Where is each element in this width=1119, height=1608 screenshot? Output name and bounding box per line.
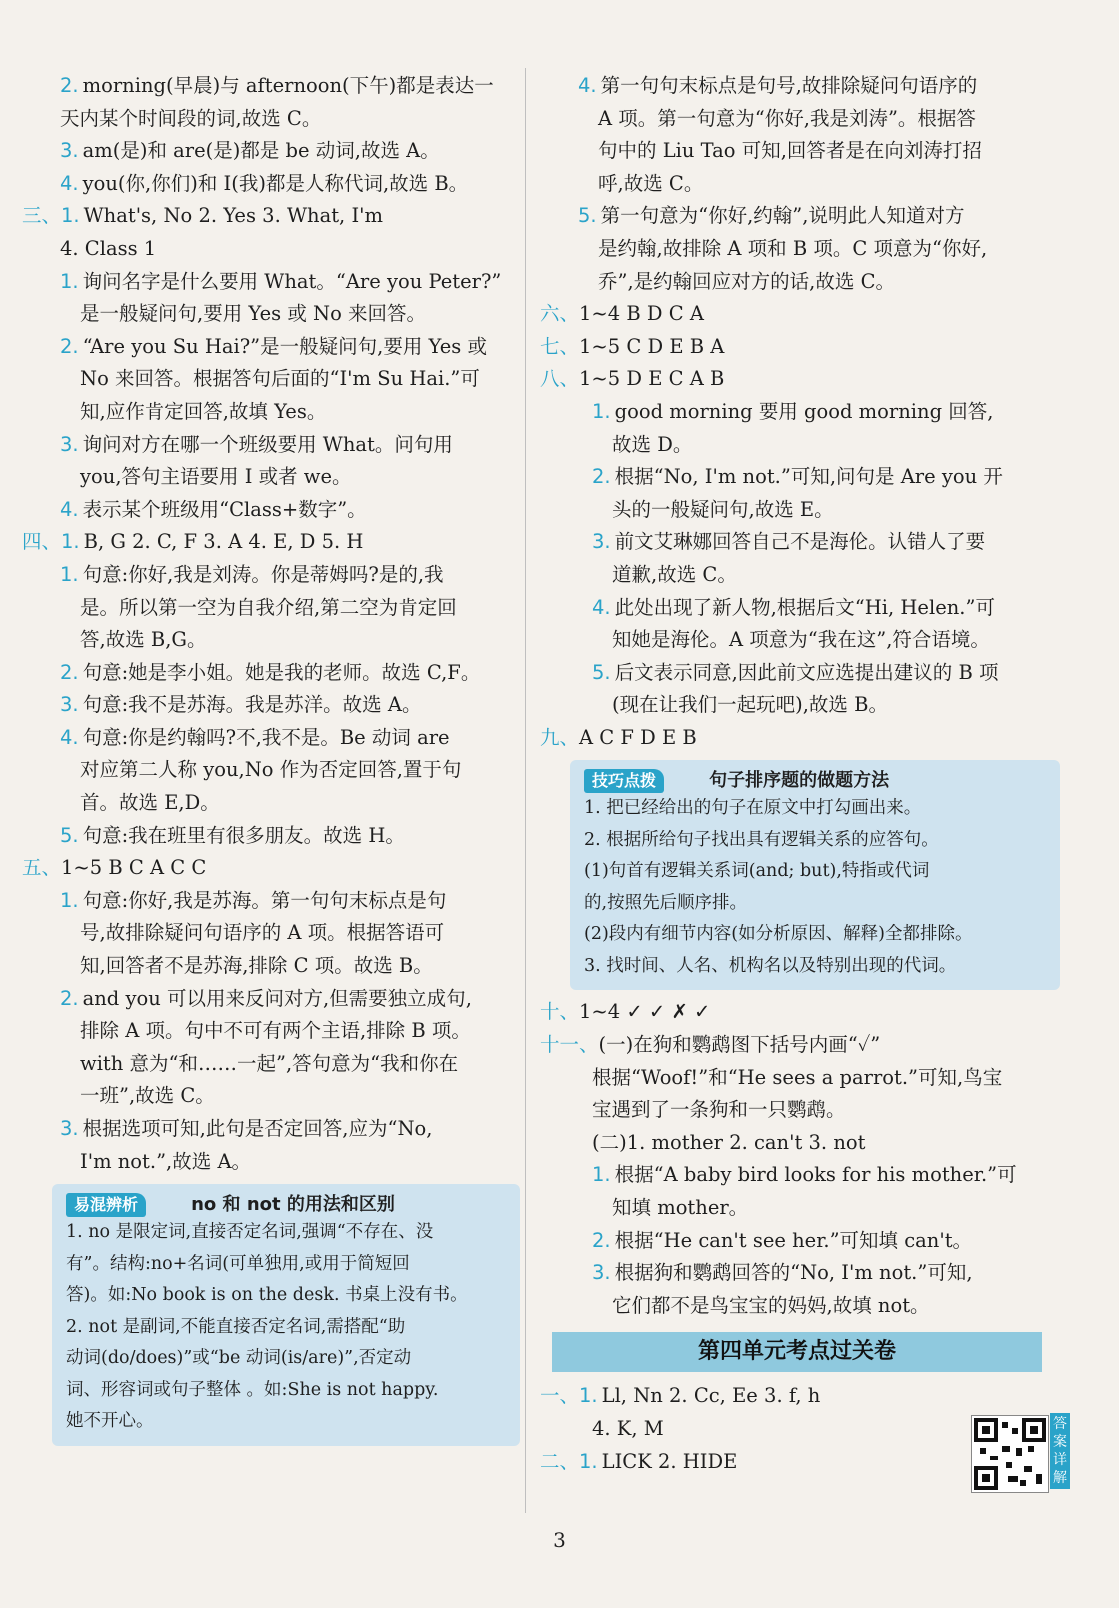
answer-line [22,396,520,429]
line-text: 前文艾琳娜回答自己不是海伦。认错人了要 [614,530,986,554]
section-marker: 六、 [540,302,580,326]
box-line: 2. not 是副词,不能直接否定名词,需搭配“助 [66,1316,406,1337]
item-number: 1. [579,1449,598,1473]
line-text: A C F D E B [579,725,697,749]
answer-line [22,1080,520,1113]
line-text: 1~4 ✓ ✓ ✗ ✓ [579,1000,711,1024]
line-text: 是约翰,故排除 A 项和 B 项。C 项意为“你好, [598,236,988,260]
item-number: 3. [60,432,79,456]
line-text: 首。故选 E,D。 [80,791,220,815]
line-text: 句意:我不是苏海。我是苏洋。故选 A。 [82,693,422,717]
answer-line [22,917,520,950]
item-number: 4. [592,595,611,619]
answer-line [540,331,1060,364]
item-number: 5. [578,204,597,228]
box-line: 3. 找时间、人名、机构名以及特别出现的代词。 [584,955,957,976]
line-text: you(你,你们)和 I(我)都是人称代词,故选 B。 [82,171,469,195]
answer-line [22,526,520,559]
item-number: 5. [60,823,79,847]
line-text: 知,应作肯定回答,故填 Yes。 [80,399,327,423]
answer-line [540,1290,1060,1323]
answer-line [540,396,1060,429]
line-text: 第一句意为“你好,约翰”,说明此人知道对方 [600,204,965,228]
box-lines [584,793,1048,982]
line-text: 它们都不是鸟宝宝的妈妈,故填 not。 [612,1293,930,1317]
confusion-tip-box [52,1184,520,1446]
answer-line [540,1094,1060,1127]
line-text: 句意:你好,我是刘涛。你是蒂姆吗?是的,我 [82,562,444,586]
line-text: 是一般疑问句,要用 Yes 或 No 来回答。 [80,302,427,326]
left-column [22,70,520,1452]
answer-line [22,657,520,690]
right-column [540,70,1060,1478]
box-line: 1. no 是限定词,直接否定名词,强调“不存在、没 [66,1222,434,1243]
line-text: 道歉,故选 C。 [612,562,737,586]
box-line: 答)。如:No book is on the desk. 书桌上没有书。 [66,1285,468,1306]
item-number: 3. [60,139,79,163]
item-number: 3. [592,1261,611,1285]
line-text: No 来回答。根据答句后面的“I'm Su Hai.”可 [80,367,480,391]
answer-line [22,103,520,136]
line-text: 此处出现了新人物,根据后文“Hi, Helen.”可 [614,595,995,619]
answer-line [540,722,1060,755]
section-marker: 一、 [540,1384,580,1408]
line-text: 故选 D。 [612,432,693,456]
line-text: 句意:她是李小姐。她是我的老师。故选 C,F。 [82,660,481,684]
line-text: Ll, Nn 2. Cc, Ee 3. f, h [601,1384,821,1408]
answer-line [540,657,1060,690]
skill-tip-box [570,760,1060,990]
answer-line [22,494,520,527]
line-text: 4. K, M [592,1417,664,1440]
line-text: B, G 2. C, F 3. A 4. E, D 5. H [83,530,364,554]
answer-line [22,885,520,918]
right-answer-lines [540,70,1060,754]
line-text: 一班”,故选 C。 [80,1084,215,1108]
answer-line [22,820,520,853]
line-text: 根据“No, I'm not.”可知,问句是 Are you 开 [614,465,1003,489]
answer-line [540,1225,1060,1258]
item-number: 1. [592,1163,611,1187]
line-text: (一)在狗和鹦鹉图下括号内画“✓” [598,1033,881,1057]
section-marker: 八、 [540,367,580,391]
section-marker: 四、 [22,530,62,554]
line-text: 知填 mother。 [612,1196,749,1220]
answer-line [540,168,1060,201]
answer-line [22,787,520,820]
box-line: 她不开心。 [66,1411,154,1432]
line-text: 乔”,是约翰回应对方的话,故选 C。 [598,269,895,293]
answer-line [540,429,1060,462]
answer-line [22,1146,520,1179]
line-text: 句意:你是约翰吗?不,我不是。Be 动词 are [82,725,450,749]
unit-title: 第四单元考点过关卷 [552,1332,1042,1372]
box-lines [66,1217,508,1438]
answer-line [22,135,520,168]
line-text: What's, No 2. Yes 3. What, I'm [83,204,383,228]
line-text: 句意:我在班里有很多朋友。故选 H。 [82,823,405,847]
box-line: (1)句首有逻辑关系词(and; but),特指或代词 [584,861,930,882]
answer-line [540,461,1060,494]
answer-line [540,494,1060,527]
section-marker: 七、 [540,334,580,358]
answer-line [540,103,1060,136]
page-number: 3 [553,1528,566,1552]
item-number: 1. [60,562,79,586]
item-number: 2. [592,465,611,489]
line-text: 1~5 D E C A B [579,367,725,391]
line-text: 句意:你好,我是苏海。第一句句末标点是句 [82,888,447,912]
line-text: 表示某个班级用“Class+数字”。 [82,497,367,521]
answer-line [540,233,1060,266]
answer-line [22,461,520,494]
column-divider [525,68,526,1513]
answer-line [22,331,520,364]
line-text: A 项。第一句意为“你好,我是刘涛”。根据答 [598,106,976,130]
section-marker: 十一、 [540,1033,599,1057]
answer-line [540,559,1060,592]
line-text: “Are you Su Hai?”是一般疑问句,要用 Yes 或 [82,334,487,358]
line-text: you,答句主语要用 I 或者 we。 [80,465,352,489]
item-number: 2. [592,1228,611,1252]
box-line: 1. 把已经给出的句子在原文中打勾画出来。 [584,798,922,819]
line-text: with 意为“和……一起”,答句意为“我和你在 [80,1051,459,1075]
line-text: good morning 要用 good morning 回答, [614,399,994,423]
answer-line [540,1029,1060,1062]
section-marker: 二、 [540,1449,580,1473]
item-number: 4. [60,497,79,521]
item-number: 3. [60,693,79,717]
answer-line [22,1048,520,1081]
answer-line [22,689,520,722]
item-number: 1. [592,399,611,423]
qr-label: 答案详解 [1050,1413,1070,1489]
answer-line [22,559,520,592]
box-tag: 易混辨析 [66,1193,146,1217]
line-text: 1~4 B D C A [579,302,704,326]
answer-line [540,689,1060,722]
line-text: 是。所以第一空为自我介绍,第二空为肯定回 [80,595,457,619]
answer-line [22,1015,520,1048]
answer-line [540,266,1060,299]
qr-code-icon[interactable] [971,1415,1049,1493]
item-number: 2. [60,334,79,358]
left-answer-lines [22,70,520,1178]
answer-line [540,363,1060,396]
answer-line [22,168,520,201]
line-text: 呼,故选 C。 [598,171,704,195]
answer-line [22,233,520,266]
answer-line [22,363,520,396]
answer-line [22,754,520,787]
item-number: 4. [60,171,79,195]
box-line: (2)段内有细节内容(如分析原因、解释)全都排除。 [584,924,973,945]
item-number: 1. [60,888,79,912]
item-number: 4. [578,74,597,97]
line-text: 根据选项可知,此句是否定回答,应为“No, [82,1117,433,1140]
answer-line [22,624,520,657]
item-number: 1. [61,530,80,554]
line-text: 根据“Woof!”和“He sees a parrot.”可知,鸟宝 [592,1065,1003,1089]
box-line: 的,按照先后顺序排。 [584,892,748,913]
answer-line [22,200,520,233]
item-number: 4. [60,725,79,749]
line-text: LICK 2. HIDE [601,1449,738,1473]
line-text: (现在让我们一起玩吧),故选 B。 [612,693,888,717]
item-number: 1. [60,269,79,293]
line-text: 排除 A 项。句中不可有两个主语,排除 B 项。 [80,1019,471,1043]
line-text: and you 可以用来反问对方,但需要独立成句, [82,986,472,1010]
answer-line [540,1159,1060,1192]
answer-line [22,1113,520,1146]
answer-line [540,996,1060,1029]
answer-line [540,1380,1060,1413]
answer-line [540,1192,1060,1225]
item-number: 1. [579,1384,598,1408]
answer-line [540,624,1060,657]
line-text: 后文表示同意,因此前文应选提出建议的 B 项 [614,660,999,684]
right-answer-lines-2 [540,996,1060,1322]
box-line: 2. 根据所给句子找出具有逻辑关系的应答句。 [584,829,939,850]
line-text: 询问名字是什么要用 What。“Are you Peter?” [82,269,502,293]
line-text: 根据“A baby bird looks for his mother.”可 [614,1163,1017,1187]
line-text: 第一句句末标点是句号,故排除疑问句语序的 [600,74,978,97]
answer-line [22,429,520,462]
answer-line [22,592,520,625]
line-text: morning(早晨)与 afternoon(下午)都是表达一 [82,74,494,97]
line-text: 答,故选 B,G。 [80,628,207,652]
line-text: I'm not.”,故选 A。 [80,1149,252,1173]
item-number: 2. [60,74,79,97]
line-text: 号,故排除疑问句语序的 A 项。根据答语可 [80,921,445,945]
line-text: 知,回答者不是苏海,排除 C 项。故选 B。 [80,954,433,978]
line-text: 句中的 Liu Tao 可知,回答者是在向刘涛打招 [598,139,982,163]
line-text: 知她是海伦。A 项意为“我在这”,符合语境。 [612,628,990,652]
item-number: 3. [592,530,611,554]
line-text: 宝遇到了一条狗和一只鹦鹉。 [592,1098,846,1122]
box-line: 词、形容词或句子整体 。如:She is not happy. [66,1379,439,1400]
box-line: 动词(do/does)”或“be 动词(is/are)”,否定动 [66,1348,412,1369]
answer-line [22,983,520,1016]
answer-line [22,722,520,755]
answer-line [540,1062,1060,1095]
answer-line [22,70,520,103]
item-number: 2. [60,660,79,684]
box-tag: 技巧点拨 [584,769,664,793]
item-number: 2. [60,986,79,1010]
line-text: 4. Class 1 [60,236,157,260]
answer-line [540,526,1060,559]
line-text: 1~5 B C A C C [61,856,207,880]
answer-line [22,950,520,983]
answer-line [22,266,520,299]
answer-line [540,135,1060,168]
line-text: 1~5 C D E B A [579,334,725,358]
line-text: 天内某个时间段的词,故选 C。 [60,106,322,130]
section-marker: 十、 [540,1000,580,1024]
box-title: 句子排序题的做题方法 [709,770,890,792]
item-number: 1. [61,204,80,228]
answer-line [22,852,520,885]
line-text: am(是)和 are(是)都是 be 动词,故选 A。 [82,139,440,163]
item-number: 5. [592,660,611,684]
answer-line [22,298,520,331]
section-marker: 三、 [22,204,62,228]
answer-line [540,1127,1060,1160]
line-text: 根据“He can't see her.”可知填 can't。 [614,1228,973,1252]
answer-line [540,70,1060,103]
line-text: 根据狗和鹦鹉回答的“No, I'm not.”可知, [614,1261,973,1285]
answer-line [540,592,1060,625]
answer-line [540,200,1060,233]
line-text: 头的一般疑问句,故选 E。 [612,497,834,521]
item-number: 3. [60,1117,79,1140]
box-line: 有”。结构:no+名词(可单独用,或用于简短回 [66,1253,410,1274]
answer-line [540,298,1060,331]
line-text: (二)1. mother 2. can't 3. not [592,1130,866,1154]
line-text: 询问对方在哪一个班级要用 What。问句用 [82,432,453,456]
box-title: no 和 not 的用法和区别 [191,1194,395,1216]
line-text: 对应第二人称 you,No 作为否定回答,置于句 [80,758,462,782]
section-marker: 五、 [22,856,62,880]
answer-line [540,1257,1060,1290]
section-marker: 九、 [540,725,580,749]
